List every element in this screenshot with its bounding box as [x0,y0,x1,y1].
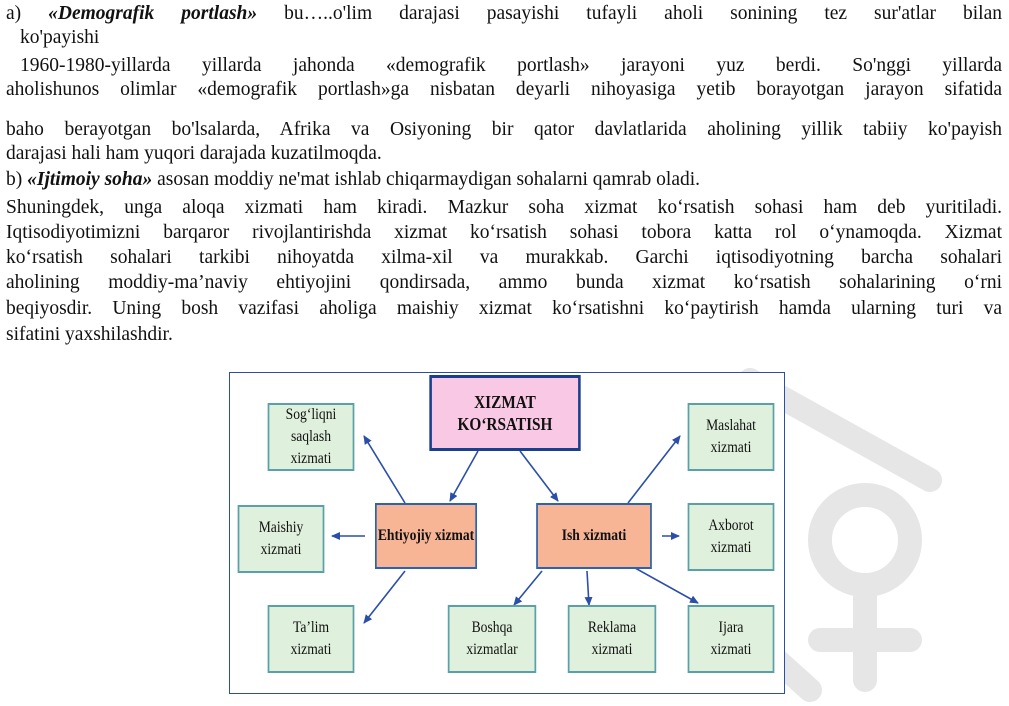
arrow-right-hub-to-ads [587,571,589,605]
paragraph-a-line-1: a) «Demografik portlash» bu…..o'lim darajasi pasayishi tufayli aholi sonining tez sur'atlar bilan [6,3,1002,24]
hub-ish-xizmati: Ish xizmati [536,503,652,569]
box-boshqa-xizmatlar: Boshqa xizmatlar [448,605,536,673]
arrow-left-hub-to-health [364,436,405,503]
paragraph-service-line-2: Iqtisodiyotimizni barqaror rivojlantirishda xizmat ko‘rsatish sohasi tobora katta rol o‘ynamoqda. Xizmat [6,222,1002,243]
paragraph-service-line-3: ko‘rsatish sohalari tarkibi nihoyatda xilma-xil va murakkab. Garchi iqtisodiyotning barcha sohalari [6,247,1002,268]
paragraph-service-line-5: beqiyosdir. Uning bosh vazifasi aholiga maishiy xizmat ko‘rsatishni ko‘paytirish hamda ularning turi va [6,298,1002,319]
box-reklama-xizmati: Reklama xizmati [568,605,656,673]
paragraph-main-line-2: aholishunos olimlar «demografik portlash»ga nisbatan deyarli nihoyasiga yetib borayotgan jarayon sifatida [6,79,1002,100]
box-sogliqni-saqlash: Sog‘liqni saqlash xizmati [268,403,355,471]
box-talim-xizmati: Ta’lim xizmati [268,605,355,673]
hub-ehtiyojiy-xizmat: Ehtiyojiy xizmat [375,503,477,569]
paragraph-main-line-4: darajasi hali ham yuqori darajada kuzatilmoqda. [6,143,382,164]
paragraph-main-line-3: baho berayotgan bo'lsalarda, Afrika va Osiyoning bir qator davlatlarida aholining yillik tabiiy ko'payish [6,119,1002,140]
box-axborot-xizmati: Axborot xizmati [688,503,775,571]
box-maishiy-xizmati: Maishiy xizmati [238,505,325,573]
box-maslahat-xizmati: Maslahat xizmati [688,403,775,471]
paragraph-a-line-2: ko'payishi [20,27,100,48]
arrow-right-hub-to-advice [628,436,680,503]
arrow-root-to-right-hub [520,451,558,501]
paragraph-service-line-4: aholining moddiy-ma’naviy ehtiyojini qondirsada, ammo bunda xizmat ko‘rsatish sohalarining o‘rni [6,272,1002,293]
arrow-root-to-left-hub [450,451,478,501]
paragraph-service-line-6: sifatini yaxshilashdir. [6,324,173,345]
paragraph-service-line-1: Shuningdek, unga aloqa xizmati ham kiradi. Mazkur soha xizmat ko‘rsatish sohasi ham deb yuritiladi. [6,197,1002,218]
paragraph-main-line-1: 1960-1980-yillarda yillarda jahonda «demografik portlash» jarayoni yuz berdi. So'nggi yillarda [20,55,1002,76]
paragraph-b-line-1: b) «Ijtimoiy soha» asosan moddiy ne'mat ishlab chiqarmaydigan sohalarni qamrab oladi. [6,169,701,190]
service-diagram [229,372,785,694]
arrow-left-hub-to-education [364,571,405,623]
arrow-right-hub-to-rent [635,568,698,603]
term-ijtimoiy-soha: «Ijtimoiy soha» [27,169,153,190]
root-box-xizmat-korsatish: XIZMAT KO‘RSATISH [429,375,580,451]
term-demografik-portlash: «Demografik portlash» [48,3,258,24]
arrow-right-hub-to-other [514,571,542,605]
box-ijara-xizmati: Ijara xizmati [688,605,775,673]
